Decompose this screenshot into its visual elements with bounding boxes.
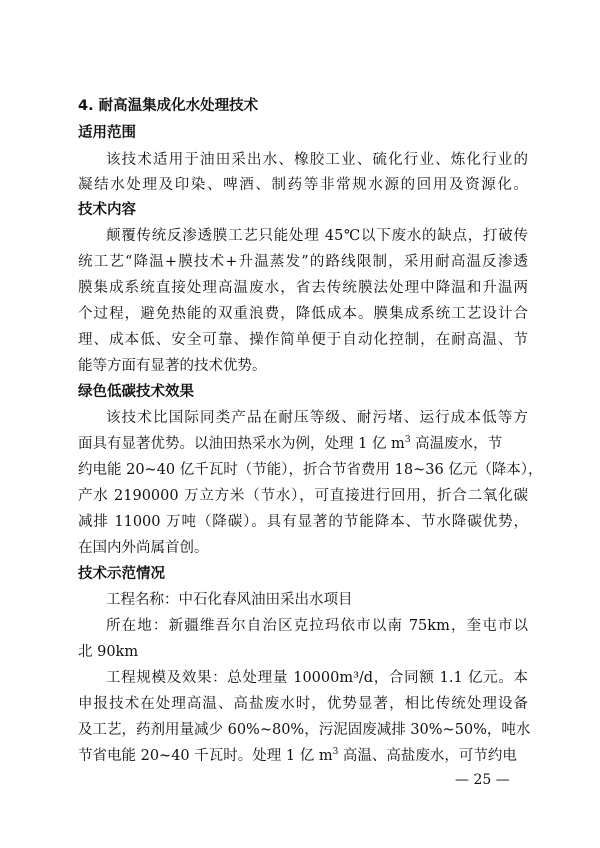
effect-paragraph-line xyxy=(78,434,528,454)
content-paragraph-line: 统工艺“降温+膜技术+升温蒸发”的路线限制，采用耐高温反渗透 xyxy=(78,254,528,270)
content-paragraph-line: 能等方面有显著的技术优势。 xyxy=(78,358,267,374)
demo-text: 高温、高盐废水，可节约电 xyxy=(338,748,517,764)
demo-scale-line xyxy=(78,746,528,766)
content-paragraph-line: 膜集成系统直接处理高温废水，省去传统膜法处理中降温和升温两 xyxy=(78,280,528,296)
content-paragraph-line: 个过程，避免热能的双重浪费，降低成本。膜集成系统工艺设计合 xyxy=(78,306,528,322)
effect-paragraph-line: 该技术比国际同类产品在耐压等级、耐污堵、运行成本低等方 xyxy=(106,410,528,426)
content-paragraph-line: 理、成本低、安全可靠、操作简单便于自动化控制，在耐高温、节 xyxy=(78,332,528,348)
demo-scale-line: 及工艺，药剂用量减少 60%~80%，污泥固废减排 30%~50%，吨水 xyxy=(78,722,531,738)
content-heading: 技术内容 xyxy=(78,202,136,218)
demo-scale-line: 工程规模及效果：总处理量 10000m³/d，合同额 1.1 亿元。本 xyxy=(106,670,528,686)
effect-text: 面具有显著优势。以油田热采水为例，处理 1 亿 m xyxy=(78,436,405,452)
demo-location-line: 北 90km xyxy=(78,644,139,660)
demo-location-line: 所在地：新疆维吾尔自治区克拉玛依市以南 75km，奎屯市以 xyxy=(106,618,528,634)
effect-paragraph-line: 产水 2190000 万立方米（节水），可直接进行回用，折合二氧化碳 xyxy=(78,488,528,504)
page-number: — 25 — xyxy=(455,772,510,788)
superscript: 3 xyxy=(332,747,339,758)
effect-paragraph-line: 约电能 20~40 亿千瓦时（节能），折合节省费用 18~36 亿元（降本）， xyxy=(78,462,543,478)
effect-paragraph-line: 减排 11000 万吨（降碳）。具有显著的节能降本、节水降碳优势， xyxy=(78,514,528,530)
demo-text: 节省电能 20~40 千瓦时。处理 1 亿 m xyxy=(78,748,333,764)
effect-heading: 绿色低碳技术效果 xyxy=(78,384,194,400)
scope-heading: 适用范围 xyxy=(78,125,136,141)
superscript: 3 xyxy=(404,435,411,446)
scope-paragraph-line: 凝结水处理及印染、啤酒、制药等非常规水源的回用及资源化。 xyxy=(78,177,528,193)
effect-paragraph-line: 在国内外尚属首创。 xyxy=(78,540,209,556)
effect-text: 高温废水，节 xyxy=(410,436,503,452)
scope-paragraph-line: 该技术适用于油田采出水、橡胶工业、硫化行业、炼化行业的 xyxy=(106,152,528,168)
demo-project-name: 工程名称：中石化春风油田采出水项目 xyxy=(106,592,353,608)
content-paragraph-line: 颠覆传统反渗透膜工艺只能处理 45℃以下废水的缺点，打破传 xyxy=(106,228,528,244)
demo-scale-line: 申报技术在处理高温、高盐废水时，优势显著，相比传统处理设备 xyxy=(78,696,528,712)
section-title: 4. 耐高温集成化水处理技术 xyxy=(78,98,259,114)
demo-heading: 技术示范情况 xyxy=(78,566,165,582)
